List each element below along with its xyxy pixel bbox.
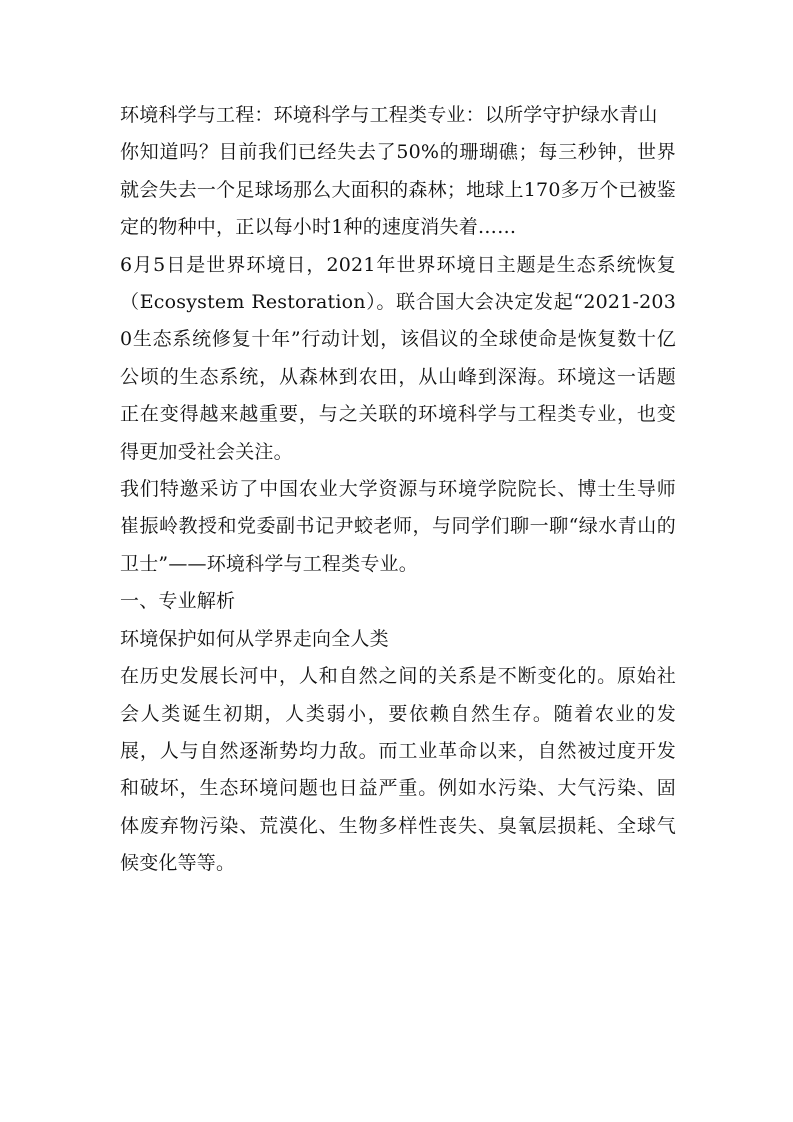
subsection-heading: 环境保护如何从学界走向全人类 [120,627,389,650]
paragraph-history: 在历史发展长河中，人和自然之间的关系是不断变化的。原始社会人类诞生初期，人类弱小，要依赖自然生存。随着农业的发展，人与自然逐渐势均力敌。而工业革命以来，自然被过度开发和破坏，生态环境问题也日益严重。例如水污染、大气污染、固体废弃物污染、荒漠化、生物多样性丧失、臭氧层损耗、全球气候变化等等。 [120,665,676,875]
section-heading: 一、专业解析 [120,590,236,613]
paragraph-interview: 我们特邀采访了中国农业大学资源与环境学院院长、博士生导师崔振岭教授和党委副书记尹蛟老师，与同学们聊一聊“绿水青山的卫士”——环境科学与工程类专业。 [120,478,676,575]
paragraph-intro: 你知道吗？目前我们已经失去了50%的珊瑚礁；每三秒钟，世界就会失去一个足球场那么大面积的森林；地球上170多万个已被鉴定的物种中，正以每小时1种的速度消失着…… [120,141,676,239]
paragraph-environment-day: 6月5日是世界环境日，2021年世界环境日主题是生态系统恢复（Ecosystem Restoration）。联合国大会决定发起“2021-2030生态系统修复十年”行动计划，该倡议的全球使命是恢复数十亿公顷的生态系统，从森林到农田，从山峰到深海。环境这一话题正在变得越来越重要，与之关联的环境科学与工程类专业，也变得更加受社会关注。 [120,253,676,463]
document-body [120,97,676,883]
document-title: 环境科学与工程：环境科学与工程类专业：以所学守护绿水青山 [120,104,658,126]
